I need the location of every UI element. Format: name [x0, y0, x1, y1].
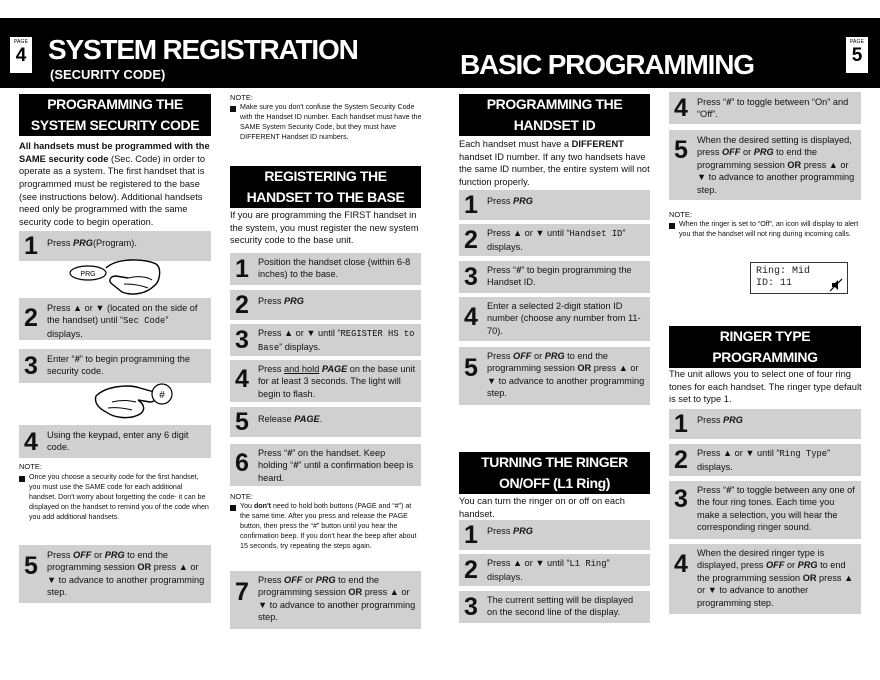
right-page-badge [846, 37, 868, 73]
step-number: 1 [464, 521, 478, 549]
step-text: Using the keypad, enter any 6 digit code. [47, 430, 189, 453]
step-text: Press “#” on the handset. Keep holding “#” until a confirmation beep is heard. [258, 448, 414, 483]
section-title-ringer-type [669, 326, 861, 368]
intro-paragraph: The unit allows you to select one of four ring tones for each handset. The ringer type default is set to type 1. [669, 369, 862, 405]
step-box [669, 444, 861, 476]
step-text: Enter “#” to begin programming the security code. [47, 354, 191, 377]
step-box [669, 481, 861, 539]
step-number: 6 [235, 449, 249, 477]
page-label: PAGE [849, 39, 865, 45]
bullet-square-icon [230, 505, 236, 511]
title-line: PROGRAMMING THE [47, 96, 183, 112]
title-line: TURNING THE RINGER [481, 454, 628, 470]
step-box [459, 591, 650, 623]
step-number: 3 [24, 352, 38, 380]
step-text: Press PRG [258, 296, 304, 306]
title-line: PROGRAMMING [712, 349, 818, 365]
step-number: 4 [235, 365, 249, 393]
title-line: RINGER TYPE [719, 328, 811, 344]
step-number: 4 [674, 94, 688, 122]
step-text: Press “#” to toggle between “On” and “Off”. [697, 97, 849, 120]
section-title-ringer-onoff [459, 452, 650, 494]
step-box [230, 444, 421, 486]
step-number: 5 [24, 552, 38, 580]
title-line: SYSTEM SECURITY CODE [30, 117, 200, 133]
step-number: 4 [24, 428, 38, 456]
step-text: Press PRG [697, 415, 743, 425]
note-label: NOTE: [230, 93, 253, 102]
lcd-line: ID: 11 [756, 278, 793, 289]
step-text: Press “#” to begin programming the Handset ID. [487, 265, 632, 288]
step-number: 5 [464, 354, 478, 382]
step-text: Press PRG(Program). [47, 238, 137, 248]
step-number: 1 [674, 410, 688, 438]
hash-key-label: # [159, 390, 165, 401]
note-label: NOTE: [19, 462, 42, 471]
step-box [230, 324, 421, 356]
page-number: 4 [15, 45, 27, 67]
ringer-off-icon [829, 278, 843, 292]
step-box [19, 425, 211, 458]
intro-paragraph: You can turn the ringer on or off on each handset. [459, 496, 625, 519]
note-item: When the ringer is set to “Off”, an icon will display to alert you that the handset will not ring during incoming calls. [669, 220, 861, 240]
step-box [669, 544, 861, 614]
step-number: 4 [674, 550, 688, 578]
left-page-subtitle: (SECURITY CODE) [50, 67, 166, 82]
step-box [230, 253, 421, 285]
intro-emphasis: All handsets must be programmed with the SAME security code [19, 141, 210, 164]
step-box [19, 545, 211, 603]
step-text: Press OFF or PRG to end the programming session OR press ▲ or ▼ to advance to another programming step. [47, 550, 205, 598]
step-text: Press PRG [487, 526, 533, 536]
step-box [459, 554, 650, 586]
bullet-square-icon [19, 476, 25, 482]
section-title-handset-id [459, 94, 650, 136]
step-number: 2 [464, 556, 478, 584]
step-number: 3 [235, 326, 249, 354]
step-box [459, 190, 650, 220]
step-text: Press “#” to toggle between any one of the four ring tones. Each time you make a selection, you will hear the corresponding ringer sound. [697, 485, 855, 533]
left-page-title: SYSTEM REGISTRATION [48, 34, 358, 65]
note-label: NOTE: [230, 492, 253, 501]
note-label: NOTE: [669, 210, 692, 219]
step-text: Press OFF or PRG to end the programming session OR press ▲ or ▼ to advance to another programming step. [258, 575, 416, 623]
step-box [459, 520, 650, 550]
lcd-line: Ring: Mid [756, 266, 811, 277]
step-number: 1 [464, 191, 478, 219]
left-page-badge [10, 37, 32, 73]
right-page-title: BASIC PROGRAMMING [460, 49, 754, 80]
step-number: 4 [464, 303, 478, 331]
step-text: When the desired setting is displayed, press OFF or PRG to end the programming session OR press ▲ or ▼ to advance to another programming step. [697, 135, 855, 195]
page-header [0, 18, 880, 88]
step-number: 1 [235, 255, 249, 283]
step-number: 7 [235, 578, 249, 606]
step-box [669, 92, 861, 124]
step-text: Press ▲ or ▼ (located on the side of the handset) until “Sec Code” displays. [47, 303, 198, 340]
note-item: Make sure you don't confuse the System Security Code with the Handset ID number. Each handset must have the SAME System Security Code, but they must have DIFFERENT Handset ID numbers. [230, 103, 422, 143]
step-box [459, 224, 650, 256]
step-box [230, 360, 421, 402]
intro-paragraph: If you are programming the FIRST handset in the system, you must register the new system security code to the base unit. [230, 210, 419, 246]
step-text: Press OFF or PRG to end the programming session OR press ▲ or ▼ to advance to another programming step. [487, 351, 645, 399]
step-box [230, 290, 421, 320]
note-item: Once you choose a security code for the first handset, you must use the SAME code for each additional handset. Don't worry about forgetting the code- it can be displayed on the handset to remind you of the code when you add additional handsets. [19, 473, 211, 523]
page-label: PAGE [13, 39, 29, 45]
step-box [230, 407, 421, 437]
title-line: PROGRAMMING THE [486, 96, 623, 112]
step-text: Press PRG [487, 196, 533, 206]
title-line: REGISTERING THE [264, 168, 387, 184]
step-text: Release PAGE. [258, 414, 323, 424]
step-text: Press ▲ or ▼ until “REGISTER HS to Base” displays. [258, 328, 415, 353]
title-line: HANDSET TO THE BASE [246, 189, 405, 205]
step-box [669, 409, 861, 439]
section-title-security-code [19, 94, 211, 136]
step-number: 2 [235, 291, 249, 319]
intro-paragraph [19, 140, 213, 228]
step-text: The current setting will be displayed on the second line of the display. [487, 595, 634, 618]
step-text: When the desired ringer type is displayed, press OFF or PRG to end the programming session OR press ▲ or ▼ to advance to another programming step. [697, 548, 854, 608]
step-number: 5 [674, 136, 688, 164]
bullet-square-icon [669, 223, 675, 229]
title-line: HANDSET ID [513, 117, 596, 133]
step-box [669, 130, 861, 200]
step-box [459, 261, 650, 293]
step-text: Press ▲ or ▼ until “Handset ID” displays. [487, 228, 626, 252]
intro-text: (Sec. Code) in order to operate as a system. The first handset that is programmed must be registered to the base (see instructions below). Additional handsets need only be programmed with the same security code to begin operation. [19, 153, 206, 227]
hand-outline [95, 386, 156, 418]
title-line: ON/OFF (L1 Ring) [498, 475, 611, 491]
step-number: 2 [674, 446, 688, 474]
step-number: 3 [464, 263, 478, 291]
step-number: 5 [235, 408, 249, 436]
step-box [19, 298, 211, 340]
step-text: Position the handset close (within 6-8 inches) to the base. [258, 257, 411, 280]
step-box [230, 571, 421, 629]
lcd-display [750, 262, 848, 294]
hand-pressing-prg-key-illustration [66, 254, 162, 300]
prg-key-label: PRG [80, 271, 96, 278]
page-number: 5 [851, 45, 863, 67]
step-text: Press and hold PAGE on the base unit for at least 3 seconds. The light will begin to flash. [258, 364, 416, 399]
note-item: You don't need to hold both buttons (PAGE and “#”) at the same time. After you press and release the PAGE button, then press the “#” button until you hear the confirmation beep. If you don't hear the beep after about 15 seconds, try repeating the steps again. [230, 502, 422, 552]
hand-pressing-hash-key-illustration [92, 378, 182, 424]
step-number: 3 [464, 593, 478, 621]
step-text: Press ▲ or ▼ until “L1 Ring” displays. [487, 558, 610, 582]
step-text: Press ▲ or ▼ until “Ring Type” displays. [697, 448, 831, 472]
section-title-register-handset [230, 166, 421, 208]
step-box [459, 297, 650, 341]
step-number: 2 [24, 304, 38, 332]
step-number: 3 [674, 485, 688, 513]
step-number: 2 [464, 226, 478, 254]
step-text: Enter a selected 2-digit station ID number (choose any number from 11-70). [487, 301, 641, 336]
step-number: 1 [24, 232, 38, 260]
bullet-square-icon [230, 106, 236, 112]
intro-paragraph: Each handset must have a DIFFERENT handset ID number. If any two handsets have the same ID number, the entire system will not function properly. [459, 139, 650, 187]
step-box [459, 347, 650, 405]
